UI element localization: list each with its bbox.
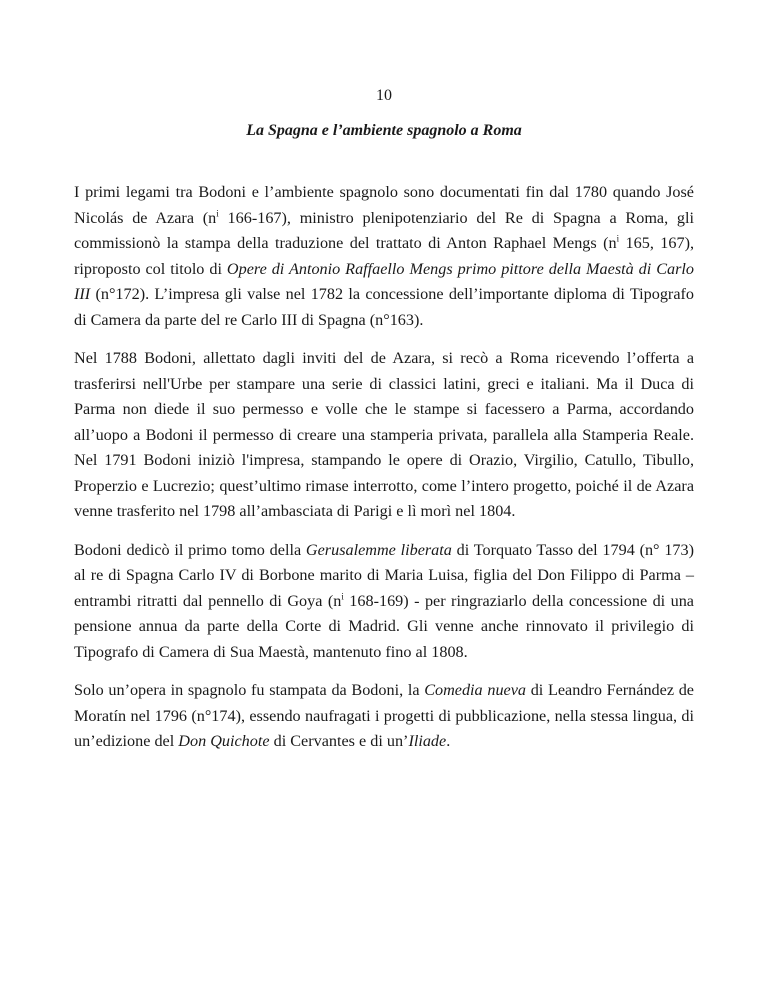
- text-run: Nel 1788 Bodoni, allettato dagli inviti del de Azara, si recò a Roma ricevendo l’offerta a trasferirsi nell'Urbe per stampare una serie di classici latini, greci e italiani. Ma il Duca di Parma non diede il suo permesso e volle che le stampe si facessero a Parma, accordando all’uopo a Bodoni il permesso di creare una stamperia privata, parallela alla Stamperia Reale. Nel 1791 Bodoni iniziò l'impresa, stampando le opere di Orazio, Virgilio, Catullo, Tibullo, Properzio e Lucrezio; quest’ultimo rimase interrotto, come l’intero progetto, poiché il de Azara venne trasferito nel 1798 all’ambasciata di Parigi e lì morì nel 1804.: [74, 349, 694, 520]
- italic-title: Opere di Antonio Raffaello Mengs primo pittore della Maestà di Carlo III: [74, 259, 694, 303]
- text-run: .: [446, 732, 451, 750]
- chapter-title: La Spagna e l’ambiente spagnolo a Roma: [246, 122, 522, 139]
- paragraph-2: [74, 346, 694, 525]
- paragraph-1: [74, 180, 694, 333]
- superscript: i: [616, 233, 620, 244]
- text-run: di Cervantes e di un’: [269, 732, 409, 750]
- text-run: di Leandro Fernández de Moratín nel 1796 (n°174), essendo naufragati i progetti di pubblicazione, nella stessa lingua, di un’edizione del: [74, 681, 694, 750]
- superscript: i: [341, 591, 344, 602]
- paragraph-3: [74, 538, 694, 666]
- text-run: di Torquato Tasso del 1794 (n° 173) al re di Spagna Carlo IV di Borbone marito di Maria Luisa, figlia del Don Filippo di Parma – entrambi ritratti dal pennello di Goya (n: [74, 540, 694, 610]
- paragraph-4: [74, 678, 694, 755]
- text-run: 168-169) - per ringraziarlo della concessione di una pensione annua da parte della Corte di Madrid. Gli venne anche rinnovato il privilegio di Tipografo di Camera di Sua Maestà, mantenuto fino al 1808.: [74, 591, 694, 661]
- text-run: Bodoni dedicò il primo tomo della: [74, 540, 306, 559]
- italic-title: Don Quichote: [178, 732, 270, 750]
- italic-title: Iliade: [408, 732, 447, 750]
- body-text: [74, 180, 694, 768]
- superscript: i: [216, 208, 219, 219]
- text-run: 166-167), ministro plenipotenziario del Re di Spagna a Roma, gli commissionò la stampa della traduzione del trattato di Anton Raphael Mengs (n: [74, 208, 694, 252]
- italic-title: Comedia nueva: [424, 681, 526, 699]
- text-run: Solo un’opera in spagnolo fu stampata da Bodoni, la: [74, 681, 425, 699]
- text-run: (n°172). L’impresa gli valse nel 1782 la concessione dell’importante diploma di Tipografo di Camera da parte del re Carlo III di Spagna (n°163).: [74, 285, 694, 329]
- italic-title: Gerusalemme liberata: [305, 540, 452, 559]
- page-number: 10: [376, 87, 392, 104]
- text-run: I primi legami tra Bodoni e l’ambiente spagnolo sono documentati fin dal 1780 quando José Nicolás de Azara (n: [74, 183, 694, 227]
- text-run: 165, 167), riproposto col titolo di: [74, 234, 695, 278]
